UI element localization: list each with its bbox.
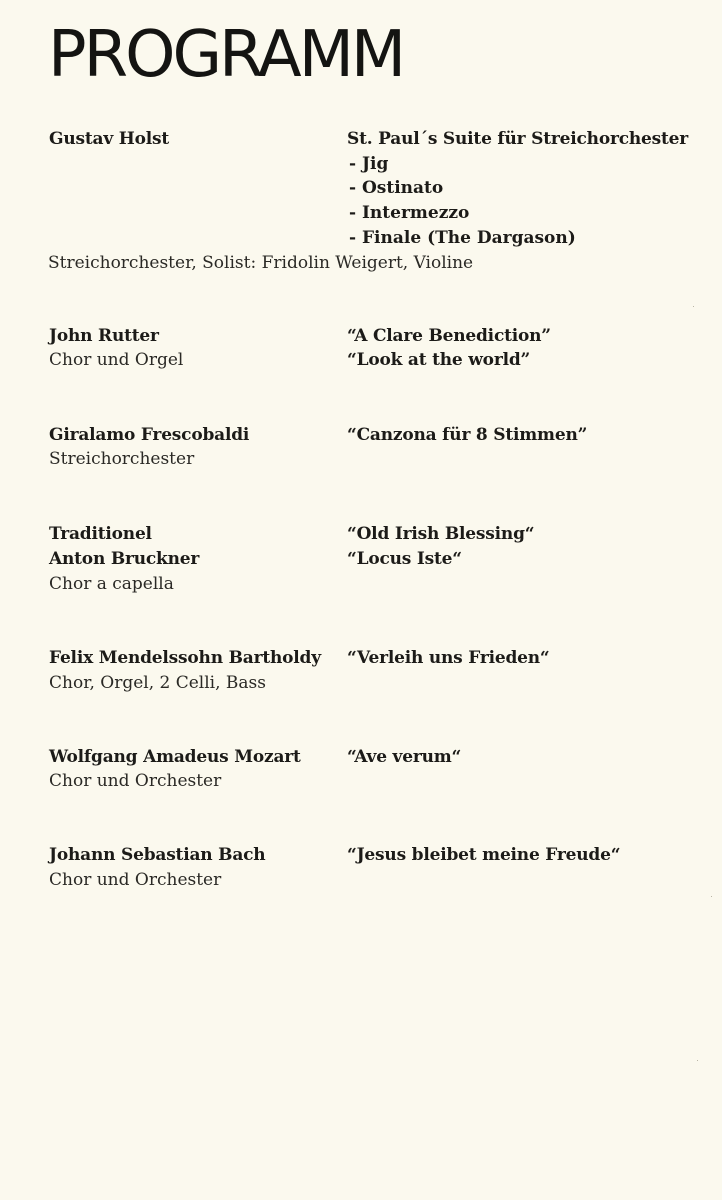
work-canzona: “Canzona für 8 Stimmen” [347,425,588,445]
performers-mozart: Chor und Orchester [49,771,222,791]
performers-a-capella: Chor a capella [49,574,174,594]
composer-bach: Johann Sebastian Bach [49,845,266,865]
composer-mozart: Wolfgang Amadeus Mozart [49,747,301,767]
composer-bruckner: Anton Bruckner [49,549,200,569]
movement-jig: - Jig [349,154,389,174]
work-verleih-uns-frieden: “Verleih uns Frieden“ [347,648,550,668]
work-clare-benediction: “A Clare Benediction” [347,326,551,346]
work-look-at-the-world: “Look at the world” [347,350,531,370]
composer-rutter: John Rutter [49,326,159,346]
paper-speck [697,1060,698,1061]
work-holst-suite: St. Paul´s Suite für Streichorchester [347,129,689,149]
performers-rutter: Chor und Orgel [49,350,184,370]
page-title: PROGRAMM [48,18,404,92]
movement-ostinato: - Ostinato [349,178,444,198]
work-old-irish-blessing: “Old Irish Blessing“ [347,524,535,544]
composer-holst: Gustav Holst [49,129,169,149]
composer-frescobaldi: Giralamo Frescobaldi [49,425,250,445]
performers-frescobaldi: Streichorchester [49,449,195,469]
work-jesus-bleibet: “Jesus bleibet meine Freude“ [347,845,621,865]
performers-holst: Streichorchester, Solist: Fridolin Weigert, Violine [48,253,474,273]
work-ave-verum: “Ave verum“ [347,747,462,767]
performers-bach: Chor und Orchester [49,870,222,890]
work-locus-iste: “Locus Iste“ [347,549,462,569]
performers-mendelssohn: Chor, Orgel, 2 Celli, Bass [49,673,266,693]
composer-traditional: Traditionel [49,524,152,544]
movement-finale: - Finale (The Dargason) [349,228,576,248]
paper-speck [711,896,712,897]
movement-intermezzo: - Intermezzo [349,203,470,223]
composer-mendelssohn: Felix Mendelssohn Bartholdy [49,648,321,668]
paper-speck [693,306,694,307]
